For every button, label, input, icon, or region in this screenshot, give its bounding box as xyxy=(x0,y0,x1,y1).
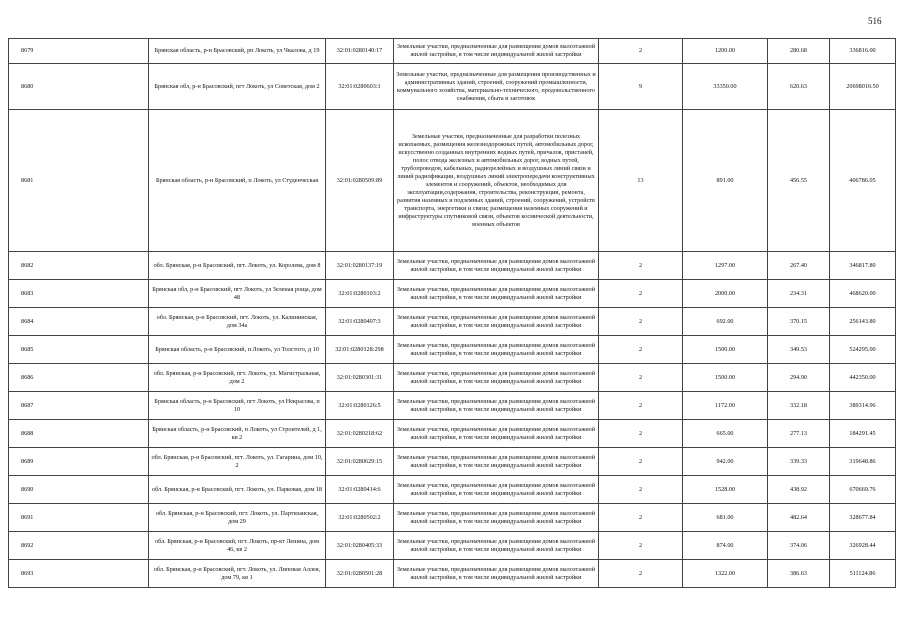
row-number-cell: 8684 xyxy=(9,308,149,336)
area-cell: 1322.00 xyxy=(683,560,768,588)
address-cell: обл. Брянская, р-н Брасовский, пгт. Локоть, ул. Парковая, дом 18 xyxy=(149,476,326,504)
specific-value-cell: 280.68 xyxy=(768,39,830,64)
row-number-cell: 8689 xyxy=(9,448,149,476)
cadastral-number-cell: 32:01:0280502:2 xyxy=(326,504,394,532)
cadastral-number-cell: 32:01:0280603:1 xyxy=(326,64,394,110)
land-use-cell: Земельные участки, предназначенные для размещения домов малоэтажной жилой застройки, в том числе индивидуальной жилой застройки xyxy=(394,364,599,392)
table-row xyxy=(9,532,896,560)
specific-value-cell: 234.31 xyxy=(768,280,830,308)
cadastral-value-cell: 511124.86 xyxy=(830,560,896,588)
cadastral-value-cell: 328677.84 xyxy=(830,504,896,532)
table-row xyxy=(9,504,896,532)
area-cell: 874.00 xyxy=(683,532,768,560)
land-use-cell: Земельные участки, предназначенные для размещения домов малоэтажной жилой застройки, в том числе индивидуальной жилой застройки xyxy=(394,560,599,588)
specific-value-cell: 386.63 xyxy=(768,560,830,588)
row-number-cell: 8691 xyxy=(9,504,149,532)
row-number-cell: 8686 xyxy=(9,364,149,392)
land-use-cell: Земельные участки, предназначенные для размещения домов малоэтажной жилой застройки, в том числе индивидуальной жилой застройки xyxy=(394,532,599,560)
area-cell: 681.00 xyxy=(683,504,768,532)
group-number-cell: 2 xyxy=(599,504,683,532)
land-use-cell: Земельные участки, предназначенные для размещения домов малоэтажной жилой застройки, в том числе индивидуальной жилой застройки xyxy=(394,252,599,280)
address-cell: Брянская обл, р-н Брасовский, пгт Локоть, ул Зеленая роща, дом 48 xyxy=(149,280,326,308)
row-number-cell: 8680 xyxy=(9,64,149,110)
cadastral-value-cell: 442350.00 xyxy=(830,364,896,392)
address-cell: обл. Брянская, р-н Брасовский, пгт. Локоть, ул. Калининская, дом 34а xyxy=(149,308,326,336)
row-number-cell: 8692 xyxy=(9,532,149,560)
cadastral-number-cell: 32:01:0280103:2 xyxy=(326,280,394,308)
row-number-cell: 8683 xyxy=(9,280,149,308)
cadastral-value-cell: 20698010.50 xyxy=(830,64,896,110)
cadastral-number-cell: 32:01:0280405:33 xyxy=(326,532,394,560)
table-row xyxy=(9,280,896,308)
land-use-cell: Земельные участки, предназначенные для разработки полезных ископаемых, размещения железнодорожных путей, автомобильных дорог, искусственно созданных внутренних водных путей, причалов, пристаней, полос отвода железных и автомобильных дорог, водных путей, трубопроводов, кабельных, радиорелейных и воздушных линий связи и линий радиофикации, воздушных линий электропередачи конструктивных элементов и сооружений, объектов, необходимых для эксплуатации,содержания, строительства, реконструкции, ремонта, развития наземных и подземных зданий, строений, сооружений, устройств транспорта, энергетики и связи; размещения наземных сооружений и инфраструктуры спутниковой связи, объектов космической деятельности, военных объектов xyxy=(394,110,599,252)
group-number-cell: 13 xyxy=(599,110,683,252)
cadastral-number-cell: 32:01:0280407:3 xyxy=(326,308,394,336)
group-number-cell: 2 xyxy=(599,420,683,448)
address-cell: обл. Брянская, р-н Брасовский, пгт. Локоть, ул. Магистральная, дом 2 xyxy=(149,364,326,392)
specific-value-cell: 267.40 xyxy=(768,252,830,280)
area-cell: 1528.00 xyxy=(683,476,768,504)
page-number: 516 xyxy=(868,16,882,26)
land-use-cell: Земельные участки, предназначенные для размещения домов малоэтажной жилой застройки, в том числе индивидуальной жилой застройки xyxy=(394,420,599,448)
cadastral-number-cell: 32:01:0280301:31 xyxy=(326,364,394,392)
address-cell: обл. Брянская, р-н Брасовский, пгт. Локоть, ул. Королева, дом 8 xyxy=(149,252,326,280)
area-cell: 692.00 xyxy=(683,308,768,336)
cadastral-value-cell: 670669.76 xyxy=(830,476,896,504)
address-cell: обл. Брянская, р-н Брасовский, пгт. Локоть, пр-кт Ленина, дом 46, кв 2 xyxy=(149,532,326,560)
cadastral-number-cell: 32:01:0280509:89 xyxy=(326,110,394,252)
group-number-cell: 2 xyxy=(599,39,683,64)
row-number-cell: 8693 xyxy=(9,560,149,588)
specific-value-cell: 370.15 xyxy=(768,308,830,336)
table-row xyxy=(9,364,896,392)
cadastral-number-cell: 32:01:0280629:15 xyxy=(326,448,394,476)
group-number-cell: 2 xyxy=(599,308,683,336)
row-number-cell: 8685 xyxy=(9,336,149,364)
cadastral-value-cell: 326928.44 xyxy=(830,532,896,560)
row-number-cell: 8681 xyxy=(9,110,149,252)
area-cell: 33350.00 xyxy=(683,64,768,110)
cadastral-number-cell: 32:01:0280126:5 xyxy=(326,392,394,420)
specific-value-cell: 349.53 xyxy=(768,336,830,364)
land-use-cell: Земельные участки, предназначенные для размещения производственных и административных зданий, строений, сооружений промышленности, коммунального хозяйства, материально-технического, продовольственного снабжения, сбыта и заготовок xyxy=(394,64,599,110)
group-number-cell: 9 xyxy=(599,64,683,110)
area-cell: 1297.00 xyxy=(683,252,768,280)
area-cell: 891.00 xyxy=(683,110,768,252)
land-use-cell: Земельные участки, предназначенные для размещения домов малоэтажной жилой застройки, в том числе индивидуальной жилой застройки xyxy=(394,308,599,336)
table-row xyxy=(9,39,896,64)
table-row xyxy=(9,392,896,420)
group-number-cell: 2 xyxy=(599,476,683,504)
group-number-cell: 2 xyxy=(599,280,683,308)
cadastral-value-cell: 319648.86 xyxy=(830,448,896,476)
area-cell: 1172.00 xyxy=(683,392,768,420)
cadastral-value-cell: 256143.80 xyxy=(830,308,896,336)
group-number-cell: 2 xyxy=(599,364,683,392)
cadastral-number-cell: 32:01:0280501:28 xyxy=(326,560,394,588)
table-row xyxy=(9,308,896,336)
address-cell: Брянская область, р-н Брасовский, п Локоть, ул Строителей, д 1, кв 2 xyxy=(149,420,326,448)
address-cell: Брянская область, р-н Брасовский, рп Локоть, ул Чкалова, д 19 xyxy=(149,39,326,64)
table-row xyxy=(9,336,896,364)
specific-value-cell: 438.92 xyxy=(768,476,830,504)
area-cell: 1500.00 xyxy=(683,336,768,364)
area-cell: 1500.00 xyxy=(683,364,768,392)
specific-value-cell: 339.33 xyxy=(768,448,830,476)
row-number-cell: 8682 xyxy=(9,252,149,280)
group-number-cell: 2 xyxy=(599,448,683,476)
group-number-cell: 2 xyxy=(599,392,683,420)
cadastral-value-cell: 184291.45 xyxy=(830,420,896,448)
row-number-cell: 8679 xyxy=(9,39,149,64)
specific-value-cell: 482.64 xyxy=(768,504,830,532)
area-cell: 2000.00 xyxy=(683,280,768,308)
table-row xyxy=(9,560,896,588)
cadastral-value-cell: 346817.80 xyxy=(830,252,896,280)
land-use-cell: Земельные участки, предназначенные для размещения домов малоэтажной жилой застройки, в том числе индивидуальной жилой застройки xyxy=(394,280,599,308)
land-use-cell: Земельные участки, предназначенные для размещения домов малоэтажной жилой застройки, в том числе индивидуальной жилой застройки xyxy=(394,476,599,504)
cadastral-value-table xyxy=(8,38,896,588)
land-use-cell: Земельные участки, предназначенные для размещения домов малоэтажной жилой застройки, в том числе индивидуальной жилой застройки xyxy=(394,504,599,532)
specific-value-cell: 374.06 xyxy=(768,532,830,560)
group-number-cell: 2 xyxy=(599,560,683,588)
table-row xyxy=(9,476,896,504)
specific-value-cell: 456.55 xyxy=(768,110,830,252)
cadastral-value-cell: 336816.00 xyxy=(830,39,896,64)
land-use-cell: Земельные участки, предназначенные для размещения домов малоэтажной жилой застройки, в том числе индивидуальной жилой застройки xyxy=(394,392,599,420)
land-use-cell: Земельные участки, предназначенные для размещения домов малоэтажной жилой застройки, в том числе индивидуальной жилой застройки xyxy=(394,336,599,364)
table-row xyxy=(9,420,896,448)
cadastral-number-cell: 32:01:0280140:17 xyxy=(326,39,394,64)
address-cell: Брянская обл, р-н Брасовский, пгт Локоть, ул Советская, дом 2 xyxy=(149,64,326,110)
area-cell: 1200.00 xyxy=(683,39,768,64)
table-row xyxy=(9,64,896,110)
cadastral-value-cell: 389314.96 xyxy=(830,392,896,420)
specific-value-cell: 620.63 xyxy=(768,64,830,110)
cadastral-value-cell: 468620.00 xyxy=(830,280,896,308)
address-cell: обл. Брянская, р-н Брасовский, пгт. Локоть, ул. Липовая Аллея, дом 79, кв 1 xyxy=(149,560,326,588)
address-cell: обл. Брянская, р-н Брасовский, пгт. Локоть, ул. Партизанская, дом 29 xyxy=(149,504,326,532)
land-use-cell: Земельные участки, предназначенные для размещения домов малоэтажной жилой застройки, в том числе индивидуальной жилой застройки xyxy=(394,448,599,476)
table-row xyxy=(9,448,896,476)
row-number-cell: 8690 xyxy=(9,476,149,504)
specific-value-cell: 277.13 xyxy=(768,420,830,448)
cadastral-value-cell: 406786.05 xyxy=(830,110,896,252)
cadastral-number-cell: 32:01:0280128:298 xyxy=(326,336,394,364)
row-number-cell: 8688 xyxy=(9,420,149,448)
area-cell: 942.00 xyxy=(683,448,768,476)
address-cell: Брянская область, р-н Брасовский, пгт Локоть, ул Некрасова, п 10 xyxy=(149,392,326,420)
row-number-cell: 8687 xyxy=(9,392,149,420)
cadastral-number-cell: 32:01:0280137:19 xyxy=(326,252,394,280)
group-number-cell: 2 xyxy=(599,532,683,560)
specific-value-cell: 332.18 xyxy=(768,392,830,420)
cadastral-number-cell: 32:01:0280218:62 xyxy=(326,420,394,448)
group-number-cell: 2 xyxy=(599,252,683,280)
land-use-cell: Земельные участки, предназначенные для размещения домов малоэтажной жилой застройки, в том числе индивидуальной жилой застройки xyxy=(394,39,599,64)
table-row xyxy=(9,252,896,280)
specific-value-cell: 294.90 xyxy=(768,364,830,392)
group-number-cell: 2 xyxy=(599,336,683,364)
cadastral-number-cell: 32:01:0280414:6 xyxy=(326,476,394,504)
address-cell: Брянская область, р-н Брасовский, п Локоть, ул Толстого, д 10 xyxy=(149,336,326,364)
cadastral-value-cell: 524295.00 xyxy=(830,336,896,364)
address-cell: обл. Брянская, р-н Брасовский, пгт. Локоть, ул. Гагарина, дом 10, 2 xyxy=(149,448,326,476)
table-row xyxy=(9,110,896,252)
address-cell: Брянская область, р-н Брасовский, п Локоть, ул Студенческая xyxy=(149,110,326,252)
area-cell: 665.00 xyxy=(683,420,768,448)
